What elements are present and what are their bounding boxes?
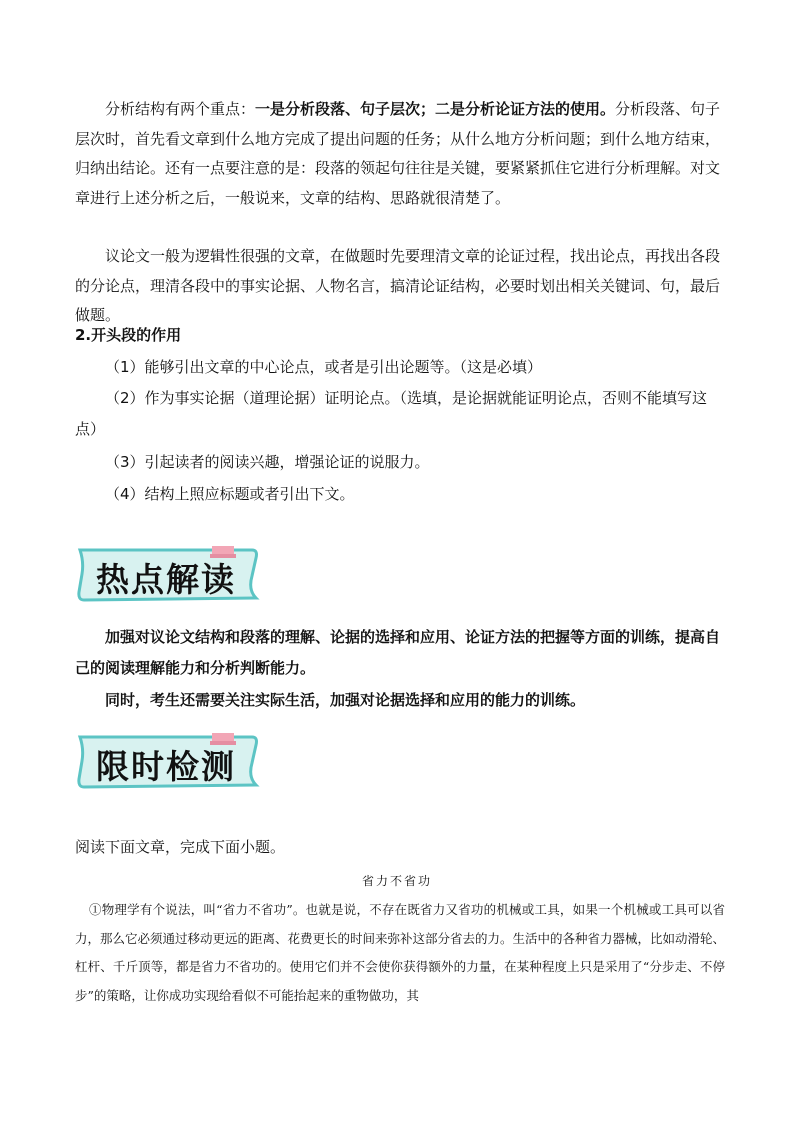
opening-item-1: （1）能够引出文章的中心论点，或者是引出论题等。（这是必填） — [105, 358, 543, 376]
analysis-key-points: 一是分析段落、句子层次；二是分析论证方法的使用。 — [255, 100, 616, 118]
timed-test-tab — [76, 733, 260, 789]
analysis-paragraph-1: 分析结构有两个重点：一是分析段落、句子层次；二是分析论证方法的使用。分析段落、句子层次时，首先看文章到什么地方完成了提出问题的任务；从什么地方分析问题；到什么地方结束，归纳出结论。还有一点要注意的是：段落的领起句往往是关键，要紧紧抓住它进行分析理解。对文章进行上述分析之后，一般说来，文章的结构、思路就很清楚了。 — [75, 100, 721, 207]
analysis-paragraph-2: 议论文一般为逻辑性很强的文章，在做题时先要理清文章的论证过程，找出论点，再找出各段的分论点，理清各段中的事实论据、人物名言，搞清论证结构，必要时划出相关关键词、句，最后做题。 — [75, 247, 721, 324]
opening-item-4: （4）结构上照应标题或者引出下文。 — [105, 485, 355, 503]
timed-test-title: 限时检测 — [96, 747, 236, 786]
opening-heading: 2.开头段的作用 — [75, 326, 182, 344]
opening-item-2: （2）作为事实论据（道理论据）证明论点。（选填，是论据就能证明论点，否则不能填写这点） — [75, 389, 708, 438]
hot-topic-title: 热点解读 — [96, 560, 236, 599]
article-title: 省力不省功 — [361, 874, 432, 888]
article-paragraph-1: ①物理学有个说法，叫“省力不省功”。也就是说，不存在既省力又省功的机械或工具，如果一个机械或工具可以省力，那么它必须通过移动更远的距离、花费更长的时间来弥补这部分省去的力。生活中的各种省力器械，比如动滑轮、杠杆、千斤顶等，都是省力不省功的。使用它们并不会使你获得额外的力量，在某种程度上只是采用了“分步走、不停步”的策略，让你成功实现给看似不可能抬起来的重物做功，其 — [75, 902, 726, 1003]
reading-prompt: 阅读下面文章，完成下面小题。 — [75, 838, 286, 856]
hot-topic-paragraph-1: 加强对议论文结构和段落的理解、论据的选择和应用、论证方法的把握等方面的训练，提高自己的阅读理解能力和分析判断能力。 — [75, 628, 721, 677]
hot-topic-paragraph-2: 同时，考生还需要关注实际生活，加强对论据选择和应用的能力的训练。 — [105, 691, 586, 709]
hot-topic-tab — [76, 546, 260, 602]
opening-item-3: （3）引起读者的阅读兴趣，增强论证的说服力。 — [105, 453, 430, 471]
